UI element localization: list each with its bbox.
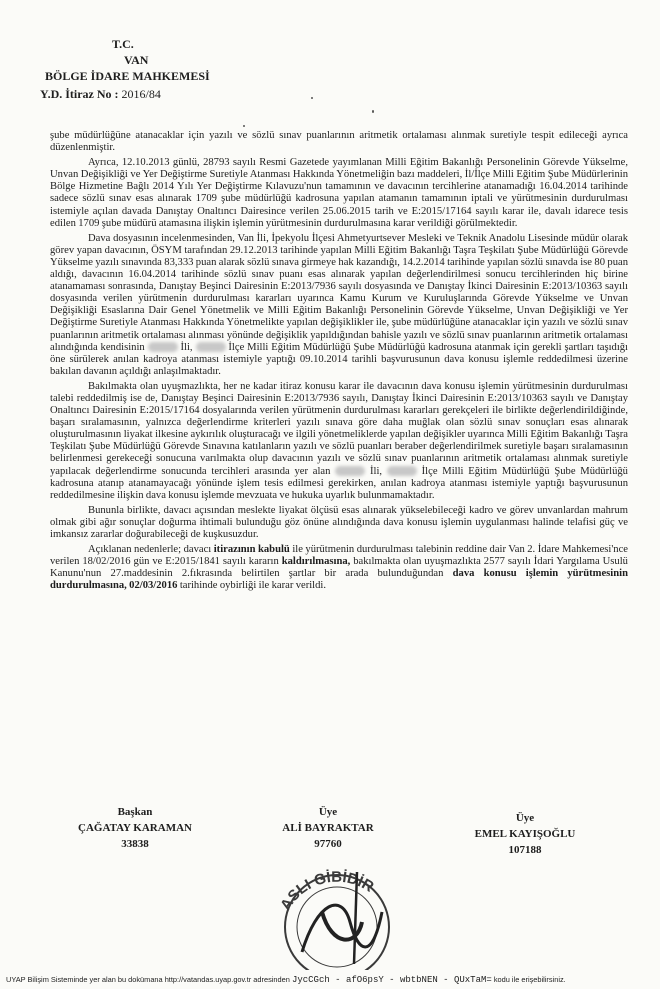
header-court: BÖLGE İDARE MAHKEMESİ bbox=[45, 69, 210, 83]
paragraph-decision bbox=[50, 544, 628, 592]
paragraph-text: bakılmakta olan uyuşmazlıkta 2577 sayılı İdari Yargılama Usulü Kanunu'nun 27.maddesinin 2.fıkrasında belirtilen şartlar bir arada bulunduğundan bbox=[50, 556, 628, 580]
paragraph: Bununla birlikte, davacı açısından meslekte liyakat ölçüsü esas alınarak yükselebileceği kadro ve görev unvanlardan mahrum olmak gibi ağır sonuçlar doğurma ihtimali bulunduğu göz önüne alındığında dava konusu işlemin uygulanması halinde telafisi güç ve imkansız zararlar doğurabileceği de kuşkusuzdur. bbox=[50, 504, 628, 540]
footer-text: kodu ile erişebilirsiniz. bbox=[493, 975, 566, 984]
redacted-text bbox=[335, 466, 365, 476]
signature-name: ALİ BAYRAKTAR bbox=[282, 822, 374, 834]
paragraph-text: İli, bbox=[180, 341, 193, 353]
case-number-value: 2016/84 bbox=[121, 87, 161, 101]
signature-name: EMEL KAYIŞOĞLU bbox=[474, 828, 576, 840]
paragraph-text: Açıklanan nedenlerle; davacı bbox=[88, 544, 212, 556]
decision-emphasis: kaldırılmasına, bbox=[281, 556, 351, 568]
speck bbox=[243, 125, 245, 127]
paragraph-text: Bakılmakta olan uyuşmazlıkta, her ne kadar itiraz konusu karar ile davacının dava konusu işlemin yürütmesinin durdurulması talebi reddedilmiş ise de, Danıştay Beşinci Dairesinin E:2013/7936 sayılı, Danıştay İkinci Dairesinin E:2013/10363 sayılı ve Danıştay Onaltıncı Dairesinin E:2015/17164 dosyalarında verilen yürütmenin durdurulması kararları gerekçeleri ile birlikte değerlendirildiğinde, başarı sıralamasının, yalnızca değerlendirme kriterleri yazılı sınava göre daha muğlak olan sözlü sınav sonuçları esas alınarak oluşturulmasının liyakat ilkesine aykırılık oluşturacağı ve ilgili yönetmeliklerde yapılan değişikler uyarınca Milli Eğitim Bakanlığı Taşra Teşkilatı Şube Müdürlüğü Görevde Sınavına katılanların yazılı ve sözlü puanları beraber değerlendirilmek suretiyle başarı sıralamasının belirlenmesi gerekeceği sonucuna varılmakta olup davacının yazılı ve sözlü sınav puanlarının aritmetik ortalaması alınmak suretiyle yapılacak değerlendirme sonucunda tercihleri arasında yer alan bbox=[50, 380, 628, 477]
paragraph-text: İli, bbox=[370, 465, 383, 477]
paragraph bbox=[50, 233, 628, 378]
signature-number: 33838 bbox=[121, 838, 149, 850]
paragraph-text: tarihinde oybirliği ile karar verildi. bbox=[179, 580, 326, 592]
signature-role: Üye bbox=[515, 812, 535, 824]
signature-number: 97760 bbox=[314, 838, 342, 850]
footer-text: UYAP Bilişim Sisteminde yer alan bu dokümana http://vatandas.uyap.gov.tr adresinden bbox=[6, 975, 290, 984]
signature-member-1 bbox=[243, 804, 413, 852]
paragraph-text: ile yürütmenin durdurulması talebinin reddine dair Van 2. İdare Mahkemesi'nce verilen 18/02/2016 gün ve E:2015/1841 sayılı kararın bbox=[50, 544, 628, 568]
decision-emphasis: itirazının kabulü bbox=[213, 544, 290, 556]
signature-president bbox=[50, 804, 220, 852]
access-code: JycCGch - afO6psY - wbtbNEN - QUxTaM= bbox=[291, 975, 492, 985]
header-tc: T.C. bbox=[112, 37, 134, 51]
signature-member-2 bbox=[440, 810, 610, 858]
document-body bbox=[50, 130, 628, 595]
speck bbox=[311, 97, 313, 99]
header-city: VAN bbox=[124, 53, 149, 67]
uyap-footer bbox=[6, 975, 656, 985]
paragraph bbox=[50, 381, 628, 502]
signature-role: Başkan bbox=[117, 806, 153, 818]
signature-name: ÇAĞATAY KARAMAN bbox=[78, 822, 192, 834]
header-case-number bbox=[40, 86, 161, 102]
paragraph: şube müdürlüğüne atanacaklar için yazılı ve sözlü sınav puanlarının aritmetik ortalaması alınmak suretiyle tespit edileceği ayrıca düzenlenmiştir. bbox=[50, 130, 628, 154]
signature-number: 107188 bbox=[508, 844, 542, 856]
stamp-inner-ring bbox=[297, 887, 377, 967]
redacted-text bbox=[148, 342, 178, 352]
decision-emphasis: dava konusu işlemin yürütmesinin durdurulmasına, 02/03/2016 bbox=[50, 568, 628, 592]
redacted-text bbox=[196, 342, 226, 352]
signature-role: Üye bbox=[318, 806, 338, 818]
speck bbox=[372, 110, 374, 113]
paragraph-text: İlçe Milli Eğitim Müdürlüğü Şube Müdürlüğü kadrosuna atanmak için gerekli şartları taşıdığı öne sürülerek anılan kadroya atanması istemiyle yaptığı 09.10.2014 tarihli başvurusunun dava konusu işlemle reddedilmesi üzerine bakılan davanın açıldığı anlaşılmaktadır. bbox=[50, 341, 629, 377]
paragraph: Ayrıca, 12.10.2013 günlü, 28793 sayılı Resmi Gazetede yayımlanan Milli Eğitim Bakanlığı Personelinin Görevde Yükselme, Unvan Değişikliği ve Yer Değiştirme Suretiyle Atanması Hakkında Yönetmeliğin bazı maddeleri, İl/İlçe Milli Eğitim Şube Müdürlerinin Bölge Hizmetine Bağlı 2014 Yılı Yer Değiştirme Kılavuzu'nun tamamının ve davacının tercihlerine atanamadığı 16.04.2014 tarihinde sadece sözlü sınav esas alınarak 1709 şube müdürlüğü kadrosuna yapılan atamanın tamamının iptali ve yürütmesinin durdurulması istemiyle açılan davada Danıştay Onaltıncı Dairesince verilen 25.06.2015 tarih ve E:2015/17164 sayılı karar ile, davalı idarece tesis edilen 1709 şube müdürü atamasına ilişkin işlemin yürütmesinin durdurulmasına karar verildiği görülmektedir. bbox=[50, 157, 628, 229]
stamp-text: ASLI GİBİDİR bbox=[277, 868, 377, 914]
official-stamp-icon bbox=[262, 852, 412, 970]
paragraph-text: Dava dosyasının incelenmesinden, Van İli, İpekyolu İlçesi Ahmetyurtsever Mesleki ve Teknik Anadolu Lisesinde müdür olarak görev yapan davacının, ÖSYM tarafından 29.12.2013 tarihinde yapılan Milli Eğitim Bakanlığı Taşra Teşkilatı Şube Müdürlüğü Görevde Yükselme yazılı sınavında 83,333 puan alarak sözlü sınava girmeye hak kazandığı, 14.2.2014 tarihinde yapılan sözlü sınavda ise 80 puan aldığı, davacının 16.04.2014 tarihinde sözlü sınav puanı esas alınarak yapılan değerlendirilmesi sonucu tercihlerinden hiç birine atanamaması sonrasında, Danıştay Beşinci Dairesinin E:2013/7936 sayılı dosyasında ve Danıştay İkinci Dairesinin E:2013/10363 sayılı dosyasında verilen yürütmenin durdurulması kararları uyarınca Kamu Kurum ve Kuruluşlarında Görevde Yükselme ve Unvan Değişikliği Esaslarına Dair Genel Yönetmelik ve Milli Eğitim Bakanlığı Personelinin Görevde Yükselme, Unvan Değişikliği ve Yer Değiştirme Suretiyle Atanması Hakkında Yönetmelikte yapılan değişiklikler ile, şube müdürlüğüne atanacaklar için yazılı ve sözlü sınav puanlarının aritmetik ortalaması alınması yönünde değişiklik yapıldığından bahisle yazılı ve sözlü sınav puanlarının aritmetik ortalaması alındığında kendisinin bbox=[50, 232, 628, 353]
case-number-label: Y.D. İtiraz No : bbox=[40, 87, 119, 101]
redacted-text bbox=[387, 466, 417, 476]
signature-scribble bbox=[302, 905, 382, 952]
paragraph-text: İlçe Milli Eğitim Müdürlüğü Şube Müdürlüğü kadrosuna atanıp atanamayacağı yönünde işlem tesis edilmesi gerekirken, anılan kadroya atanması istemiyle yaptığı başvurusunun reddedilmesine ilişkin dava konusu işlemde mevzuata ve hukuka uyarlık bulunmamaktadır. bbox=[50, 465, 628, 501]
